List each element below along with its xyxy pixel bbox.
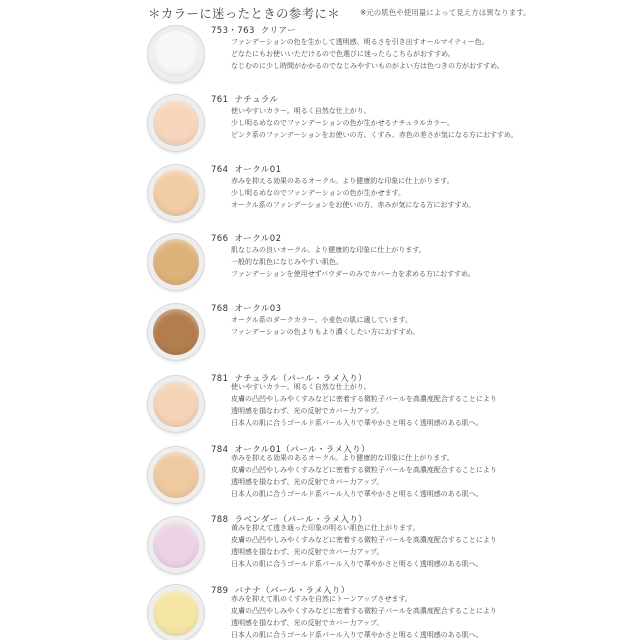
color-code: 768 <box>211 304 229 314</box>
color-code: 789 <box>211 586 229 596</box>
color-code: 764 <box>211 165 229 175</box>
color-item <box>0 441 640 513</box>
color-code: 781 <box>211 374 229 384</box>
color-name <box>211 24 296 36</box>
color-description <box>231 244 475 280</box>
color-label: オークル01（パール・ラメ入り） <box>234 445 370 455</box>
color-label: ナチュラル（パール・ラメ入り） <box>234 374 368 384</box>
color-description <box>231 175 475 211</box>
color-description <box>231 36 504 72</box>
color-swatch <box>148 447 204 503</box>
description-line: オークル系のファンデーションをお使いの方、赤みが気になる方におすすめ。 <box>231 201 476 209</box>
description-line: 使いやすいカラー。明るく自然な仕上がり。 <box>231 107 371 115</box>
color-swatch <box>148 234 204 290</box>
color-description <box>231 314 419 338</box>
description-line: 皮膚の凸凹やしみやくすみなどに密着する微粒子パールを高濃度配合することにより <box>231 466 497 474</box>
color-item <box>0 370 640 442</box>
description-line: 使いやすいカラー。明るく自然な仕上がり。 <box>231 383 371 391</box>
description-line: 赤みを抑える効果のあるオークル。より健康的な印象に仕上がります。 <box>231 454 454 462</box>
description-line: 黄みを抑えて透き通った印象の明るい肌色に仕上がります。 <box>231 524 420 532</box>
color-label: オークル03 <box>234 304 282 314</box>
color-swatch <box>148 376 204 432</box>
description-line: 透明感を損なわず、光の反射でカバー力アップ。 <box>231 619 384 627</box>
color-swatch <box>148 95 204 151</box>
color-label: クリアー <box>260 26 297 36</box>
color-name <box>211 232 281 244</box>
description-line: 赤みを抑えて肌のくすみを自然にトーンアップさせます。 <box>231 595 412 603</box>
color-item <box>0 300 640 372</box>
color-label: バナナ（パール・ラメ入り） <box>234 586 350 596</box>
page-title: ＊カラーに迷ったときの参考に＊ <box>148 6 341 21</box>
color-item <box>0 511 640 583</box>
color-name <box>211 93 278 105</box>
description-line: 肌なじみの良いオークル。より健康的な印象に仕上がります。 <box>231 246 426 254</box>
color-swatch <box>148 165 204 221</box>
description-line: ファンデーションの色よりもより濃くしたい方におすすめ。 <box>231 328 420 336</box>
color-item <box>0 91 640 163</box>
color-swatch <box>148 517 204 573</box>
description-line: オークル系のダークカラー。小麦色の肌に適しています。 <box>231 316 412 324</box>
description-line: 日本人の肌に合うゴールド系パール入りで華やかさと明るく透明感のある肌へ。 <box>231 631 483 639</box>
color-name <box>211 302 281 314</box>
description-line: なじむのに少し時間がかかるのでなじみやすいものがよい方は色つきの方がおすすめ。 <box>231 62 504 70</box>
color-description <box>231 522 497 570</box>
description-line: 少し明るめなのでファンデーションの色が生かせるナチュラルカラー。 <box>231 119 454 127</box>
color-label: ナチュラル <box>234 95 279 105</box>
description-line: 皮膚の凸凹やしみやくすみなどに密着する微粒子パールを高濃度配合することにより <box>231 536 497 544</box>
color-label: オークル01 <box>234 165 282 175</box>
color-code: 766 <box>211 234 229 244</box>
description-line: 少し明るめなのでファンデーションの色が生かせます。 <box>231 189 406 197</box>
color-item <box>0 22 640 94</box>
color-label: ラベンダー（パール・ラメ入り） <box>234 515 368 525</box>
color-swatch <box>148 585 204 640</box>
description-line: 皮膚の凸凹やしみやくすみなどに密着する微粒子パールを高濃度配合することにより <box>231 607 497 615</box>
color-item <box>0 230 640 302</box>
color-description <box>231 105 518 141</box>
color-swatch <box>148 26 204 82</box>
color-description <box>231 452 497 500</box>
color-code: 788 <box>211 515 229 525</box>
color-code: 784 <box>211 445 229 455</box>
color-label: オークル02 <box>234 234 282 244</box>
description-line: 透明感を損なわず、光の反射でカバー力アップ。 <box>231 478 384 486</box>
color-name <box>211 163 281 175</box>
description-line: 一般的な肌色になじみやすい肌色。 <box>231 258 343 266</box>
description-line: 透明感を損なわず、光の反射でカバー力アップ。 <box>231 407 384 415</box>
description-line: 皮膚の凸凹やしみやくすみなどに密着する微粒子パールを高濃度配合することにより <box>231 395 497 403</box>
color-item <box>0 161 640 233</box>
description-line: 日本人の肌に合うゴールド系パール入りで華やかさと明るく透明感のある肌へ。 <box>231 490 483 498</box>
description-line: 日本人の肌に合うゴールド系パール入りで華やかさと明るく透明感のある肌へ。 <box>231 560 483 568</box>
color-code: 753・763 <box>211 26 255 36</box>
color-code: 761 <box>211 95 229 105</box>
color-description <box>231 593 497 640</box>
color-item <box>0 581 640 640</box>
description-line: どなたにもお使いいただけるので色選びに迷ったらこちらがおすすめ。 <box>231 50 455 58</box>
color-description <box>231 381 497 429</box>
description-line: 日本人の肌に合うゴールド系パール入りで華やかさと明るく透明感のある肌へ。 <box>231 419 483 427</box>
description-line: ファンデーションを使用せずパウダーのみでカバー力を求める方におすすめ。 <box>231 270 475 278</box>
color-swatch <box>148 304 204 360</box>
color-note: ※元の肌色や使用量によって見え方は異なります。 <box>360 8 531 17</box>
description-line: 赤みを抑える効果のあるオークル。より健康的な印象に仕上がります。 <box>231 177 454 185</box>
description-line: ファンデーションの色を生かして透明感、明るさを引き出すオールマイティー色。 <box>231 38 489 46</box>
description-line: ピンク系のファンデーションをお使いの方、くすみ、赤色の差さが気になる方におすすめ。 <box>231 131 518 139</box>
description-line: 透明感を損なわず、光の反射でカバー力アップ。 <box>231 548 384 556</box>
